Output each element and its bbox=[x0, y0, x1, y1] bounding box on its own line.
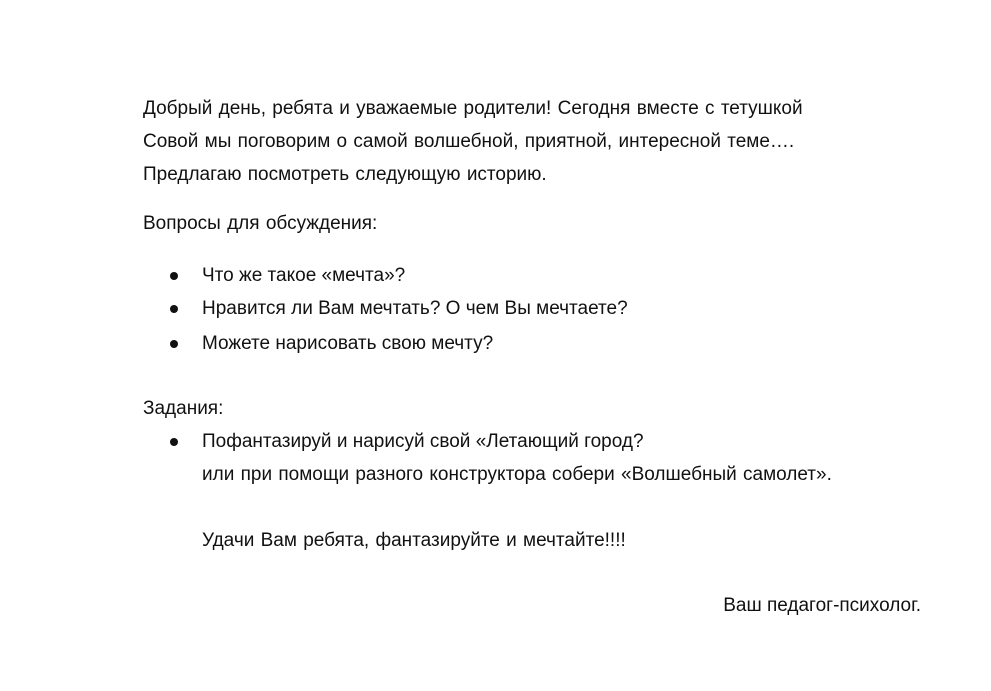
intro-line-3: Предлагаю посмотреть следующую историю. bbox=[143, 164, 547, 185]
question-text: Что же такое «мечта»? bbox=[202, 265, 406, 286]
intro-line-1: Добрый день, ребята и уважаемые родители! Сегодня вместе с тетушкой bbox=[143, 98, 803, 119]
intro-line-2: Совой мы поговорим о самой волшебной, приятной, интересной теме…. bbox=[143, 131, 795, 152]
bullet-icon bbox=[170, 438, 178, 446]
signature: Ваш педагог-психолог. bbox=[723, 595, 921, 616]
bullet-icon bbox=[170, 272, 178, 280]
bullet-icon bbox=[170, 305, 178, 313]
questions-heading: Вопросы для обсуждения: bbox=[143, 213, 378, 234]
wish-text: Удачи Вам ребята, фантазируйте и мечтайте!!!! bbox=[202, 530, 626, 551]
question-text: Можете нарисовать свою мечту? bbox=[202, 333, 494, 354]
bullet-icon bbox=[170, 340, 178, 348]
task-text-line-1: Пофантазируй и нарисуй свой «Летающий город? bbox=[202, 431, 644, 452]
tasks-heading: Задания: bbox=[143, 398, 224, 419]
question-text: Нравится ли Вам мечтать? О чем Вы мечтаете? bbox=[202, 298, 628, 319]
task-text-line-2: или при помощи разного конструктора собери «Волшебный самолет». bbox=[202, 464, 832, 485]
